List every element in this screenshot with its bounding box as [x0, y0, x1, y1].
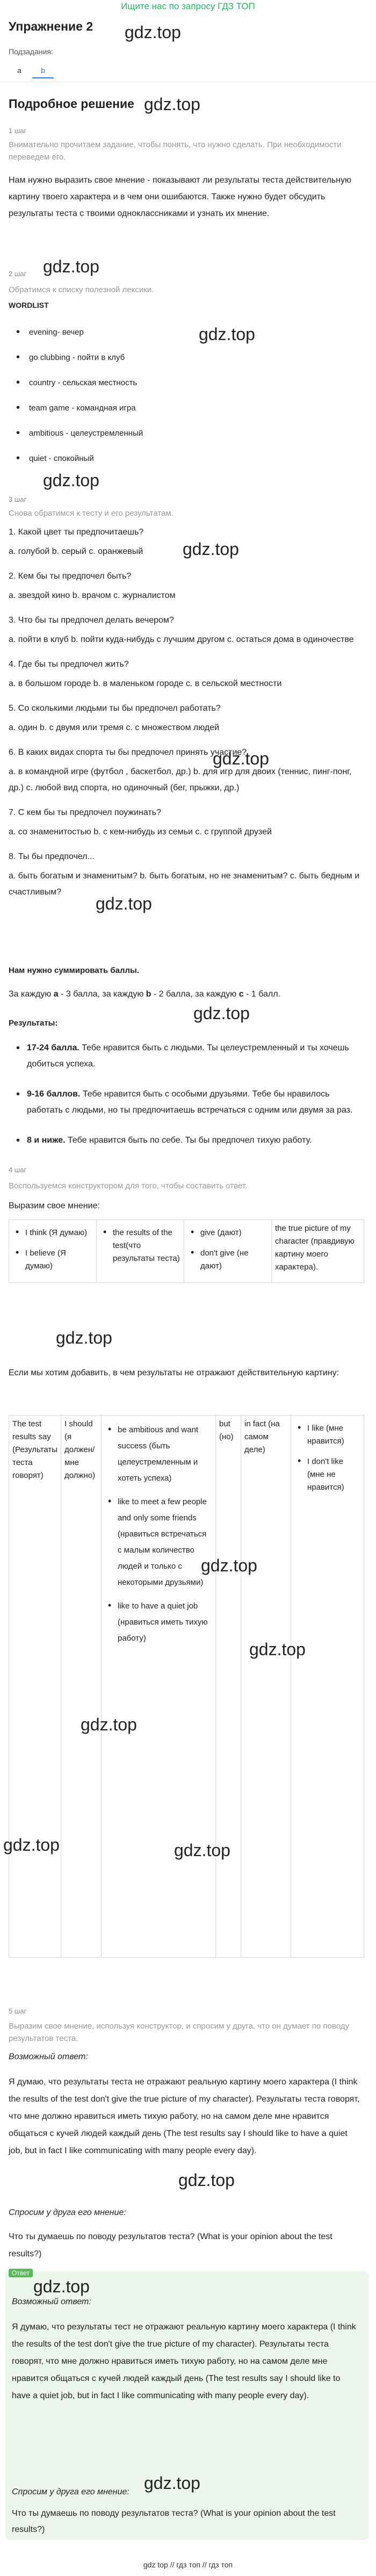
watermark: gdz.top: [144, 95, 200, 114]
ask-title: Спросим у друга его мнение:: [9, 2208, 126, 2217]
watermark: gdz.top: [183, 539, 239, 559]
watermark: gdz.top: [193, 1004, 250, 1023]
subsection-label: Подзадания:: [9, 47, 53, 56]
table-cell: in fact (на самом деле): [241, 1416, 291, 1958]
watermark: gdz.top: [144, 2473, 200, 2493]
list-item: • I think (Я думаю): [12, 1226, 93, 1239]
step-intro: Выразим свое мнение:: [9, 1201, 100, 1210]
tab-a[interactable]: a: [17, 66, 21, 75]
summary-title: Нам нужно суммировать баллы.: [9, 966, 140, 975]
search-promo-banner[interactable]: Ищите нас по запросу ГДЗ ТОП: [121, 1, 255, 11]
test-question: 2. Кем бы ты предпочел быть?: [9, 572, 132, 581]
possible-answer-title: Возможный ответ:: [9, 2052, 88, 2061]
tab-b[interactable]: b: [32, 63, 54, 78]
test-options: a. со знаменитостью b. с кем-нибудь из семьи c. с группой друзей: [9, 827, 272, 836]
list-item: • don't give (не дают): [187, 1247, 268, 1273]
test-question: 6. В каких видах спорта ты бы предпочел принять участие?: [9, 748, 247, 757]
test-options: a. в командной игре (футбол , баскетбол, др.) b. для игр для двоих (теннис, пинг-понг, др.) c. любой вид спорта, но одиночный (бег, прыжки, др.): [9, 767, 352, 792]
list-item: • be ambitious and want success (быть целеустремленным и хотеть успеха): [105, 1422, 212, 1487]
watermark: gdz.top: [178, 2170, 235, 2190]
test-question: 3. Что бы ты предпочел делать вечером?: [9, 616, 174, 625]
list-item: • quiet - спокойный: [9, 452, 191, 465]
list-item: • like to meet a few people and only some friends (нравиться встречаться с малым количество людей и только с некоторыми друзьями): [105, 1494, 212, 1591]
table-cell: I should (я должен/ мне должно): [61, 1416, 102, 1958]
step-intro: Если мы хотим добавить, в чем результаты не отражают действительную картину:: [9, 1368, 339, 1377]
cell-list: [105, 1422, 212, 1647]
test-question: 7. С кем бы ты предпочел поужинать?: [9, 808, 161, 817]
answer-text: Я думаю, что результаты тест не отражают реальную картину моего характера (I think the results of the test don't give the true picture of my character). Результаты теста говорят, что мне должно нравиться иметь тихую работу, но на самом деле мне нравится общаться с кучей людей каждый день (The test results say I should like to have a quiet job, but in fact I like communicating with many people every day).: [12, 2322, 356, 2400]
answer-box: [5, 2271, 368, 2540]
test-options: a. один b. с двумя или тремя c. с множеством людей: [9, 723, 220, 732]
wordlist-title: WORDLIST: [9, 301, 49, 309]
test-options: a. голубой b. серый c. оранжевый: [9, 547, 143, 556]
cell-list: [12, 1226, 93, 1273]
watermark: gdz.top: [199, 324, 255, 344]
table-cell: the true picture of my character (правдивую картину моего характера).: [272, 1220, 364, 1283]
table-cell: The test results say (Результаты теста говорят): [9, 1416, 61, 1958]
watermark: gdz.top: [33, 2277, 90, 2296]
ask-title: Спросим у друга его мнение:: [12, 2487, 129, 2496]
cell-list: [100, 1226, 180, 1265]
step-hint: Выразим свое мнение, используя конструктор, и спросим у друга, что он думает по поводу результатов теста.: [9, 2022, 349, 2043]
step-label: 5 шаг: [9, 2007, 27, 2015]
watermark: gdz.top: [43, 471, 99, 490]
watermark: gdz.top: [125, 23, 181, 42]
cell-list: [187, 1226, 268, 1273]
list-item: • I like (мне нравится): [294, 1422, 360, 1448]
list-item: • go clubbing - пойти в клуб: [9, 351, 191, 364]
watermark: gdz.top: [3, 1835, 60, 1855]
list-item: • 8 и ниже. Тебе нравится быть по себе. Ты бы предпочел тихую работу.: [16, 1135, 312, 1146]
step-hint: Воспользуемся конструктором для того, чтобы составить ответ.: [9, 1181, 248, 1190]
table-cell: but (но): [216, 1416, 241, 1958]
solution-title: Подробное решение: [9, 97, 134, 111]
step-hint: Обратимся к списку полезной лексики.: [9, 285, 154, 294]
step-label: 3 шаг: [9, 495, 27, 503]
test-question: 4. Где бы ты предпочел жить?: [9, 660, 129, 669]
watermark: gdz.top: [56, 1328, 112, 1347]
list-item: • 17-24 балла. Тебе нравится быть с людьми. Ты целеустремленный и ты хочешь добиться успеха.: [16, 1042, 349, 1069]
test-questions: [9, 524, 363, 909]
test-question: 1. Какой цвет ты предпочитаешь?: [9, 528, 144, 537]
step-label: 2 шаг: [9, 270, 27, 278]
step-text: Нам нужно выразить свое мнение - показывают ли результаты теста действительную картину твоего характера и в чем они ошибаются. Также нужно будет обсудить результаты теста с твоими одноклассниками и узнать их мнение.: [9, 176, 351, 218]
step-hint: Снова обратимся к тесту и его результатам.: [9, 509, 173, 518]
test-options: a. звездой кино b. врачом c. журналистом: [9, 591, 176, 600]
list-item: • like to have a quiet job (нравиться иметь тихую работу): [105, 1598, 212, 1647]
subsection-tabs: [9, 63, 57, 78]
watermark: gdz.top: [43, 257, 99, 276]
test-options: a. пойти в клуб b. пойти куда-нибудь с лучшим другом c. остаться дома в одиночестве: [9, 635, 354, 644]
footer-links[interactable]: gdz top // гдз топ // гдз топ: [143, 2560, 233, 2569]
test-options: a. быть богатым и знаменитым? b. быть богатым, но не знаменитым? c. быть бедным и счастливым?: [9, 871, 360, 897]
test-question: 8. Ты бы предпочел...: [9, 852, 95, 861]
test-options: a. в большом городе b. в маленьком городе c. в сельской местности: [9, 679, 282, 688]
results-title: Результаты:: [9, 1019, 58, 1028]
list-item: • I don't like (мне не нравится): [294, 1455, 360, 1494]
list-item: • team game - командная игра: [9, 401, 191, 415]
wordlist: [9, 326, 191, 477]
test-question: 5. Со сколькими людьми ты бы предпочел работать?: [9, 704, 221, 713]
watermark: gdz.top: [96, 894, 152, 913]
ask-text: Что ты думаешь по поводу результатов теста? (What is your opinion about the test results?): [9, 2232, 332, 2258]
answer-title: Возможный ответ:: [12, 2297, 91, 2306]
list-item: • country - сельская местность: [9, 376, 191, 389]
constructor-table-1: [9, 1220, 364, 1283]
list-item: • evening- вечер: [9, 326, 191, 339]
step-hint: Внимательно прочитаем задание, чтобы понять, что нужно сделать. При необходимости переведем его.: [9, 140, 342, 162]
watermark: gdz.top: [174, 1841, 230, 1860]
answer-tag: Ответ: [9, 2268, 33, 2278]
step-label: 4 шаг: [9, 1166, 27, 1174]
summary-text: За каждую а - 3 балла, за каждую b - 2 балла, за каждую c - 1 балл.: [9, 990, 280, 999]
list-item: • the results of the test(что результаты теста): [100, 1226, 180, 1265]
results-list: [9, 1040, 363, 1149]
cell-list: [294, 1422, 360, 1494]
step-label: 1 шаг: [9, 127, 27, 135]
list-item: • I believe (Я думаю): [12, 1247, 93, 1273]
watermark: gdz.top: [81, 1715, 137, 1734]
answer-text: Я думаю, что результаты теста не отражают реальную картину моего характера (I think the results of the test don't give the true picture of my character). Результаты теста говорят, что мне должно нравиться иметь тихую работу, но на самом деле мне нравится общаться с кучей людей каждый день (The test results say I should like to have a quiet job, but in fact I like communicating with many people every day).: [9, 2077, 360, 2155]
list-item: • give (дают): [187, 1226, 268, 1239]
constructor-table-2: [9, 1415, 364, 1958]
watermark: gdz.top: [213, 749, 269, 768]
exercise-title: Упражнение 2: [9, 19, 93, 33]
watermark: gdz.top: [249, 1640, 306, 1659]
watermark: gdz.top: [201, 1556, 257, 1575]
list-item: • 9-16 баллов. Тебе нравится быть с особыми друзьями. Тебе бы нравилось работать с людьми, но ты предпочитаешь встречаться с одним или двумя за раз.: [16, 1088, 353, 1115]
list-item: • ambitious - целеустремленный: [9, 427, 191, 440]
ask-text: Что ты думаешь по поводу результатов теста? (What is your opinion about the test results?): [12, 2509, 336, 2534]
